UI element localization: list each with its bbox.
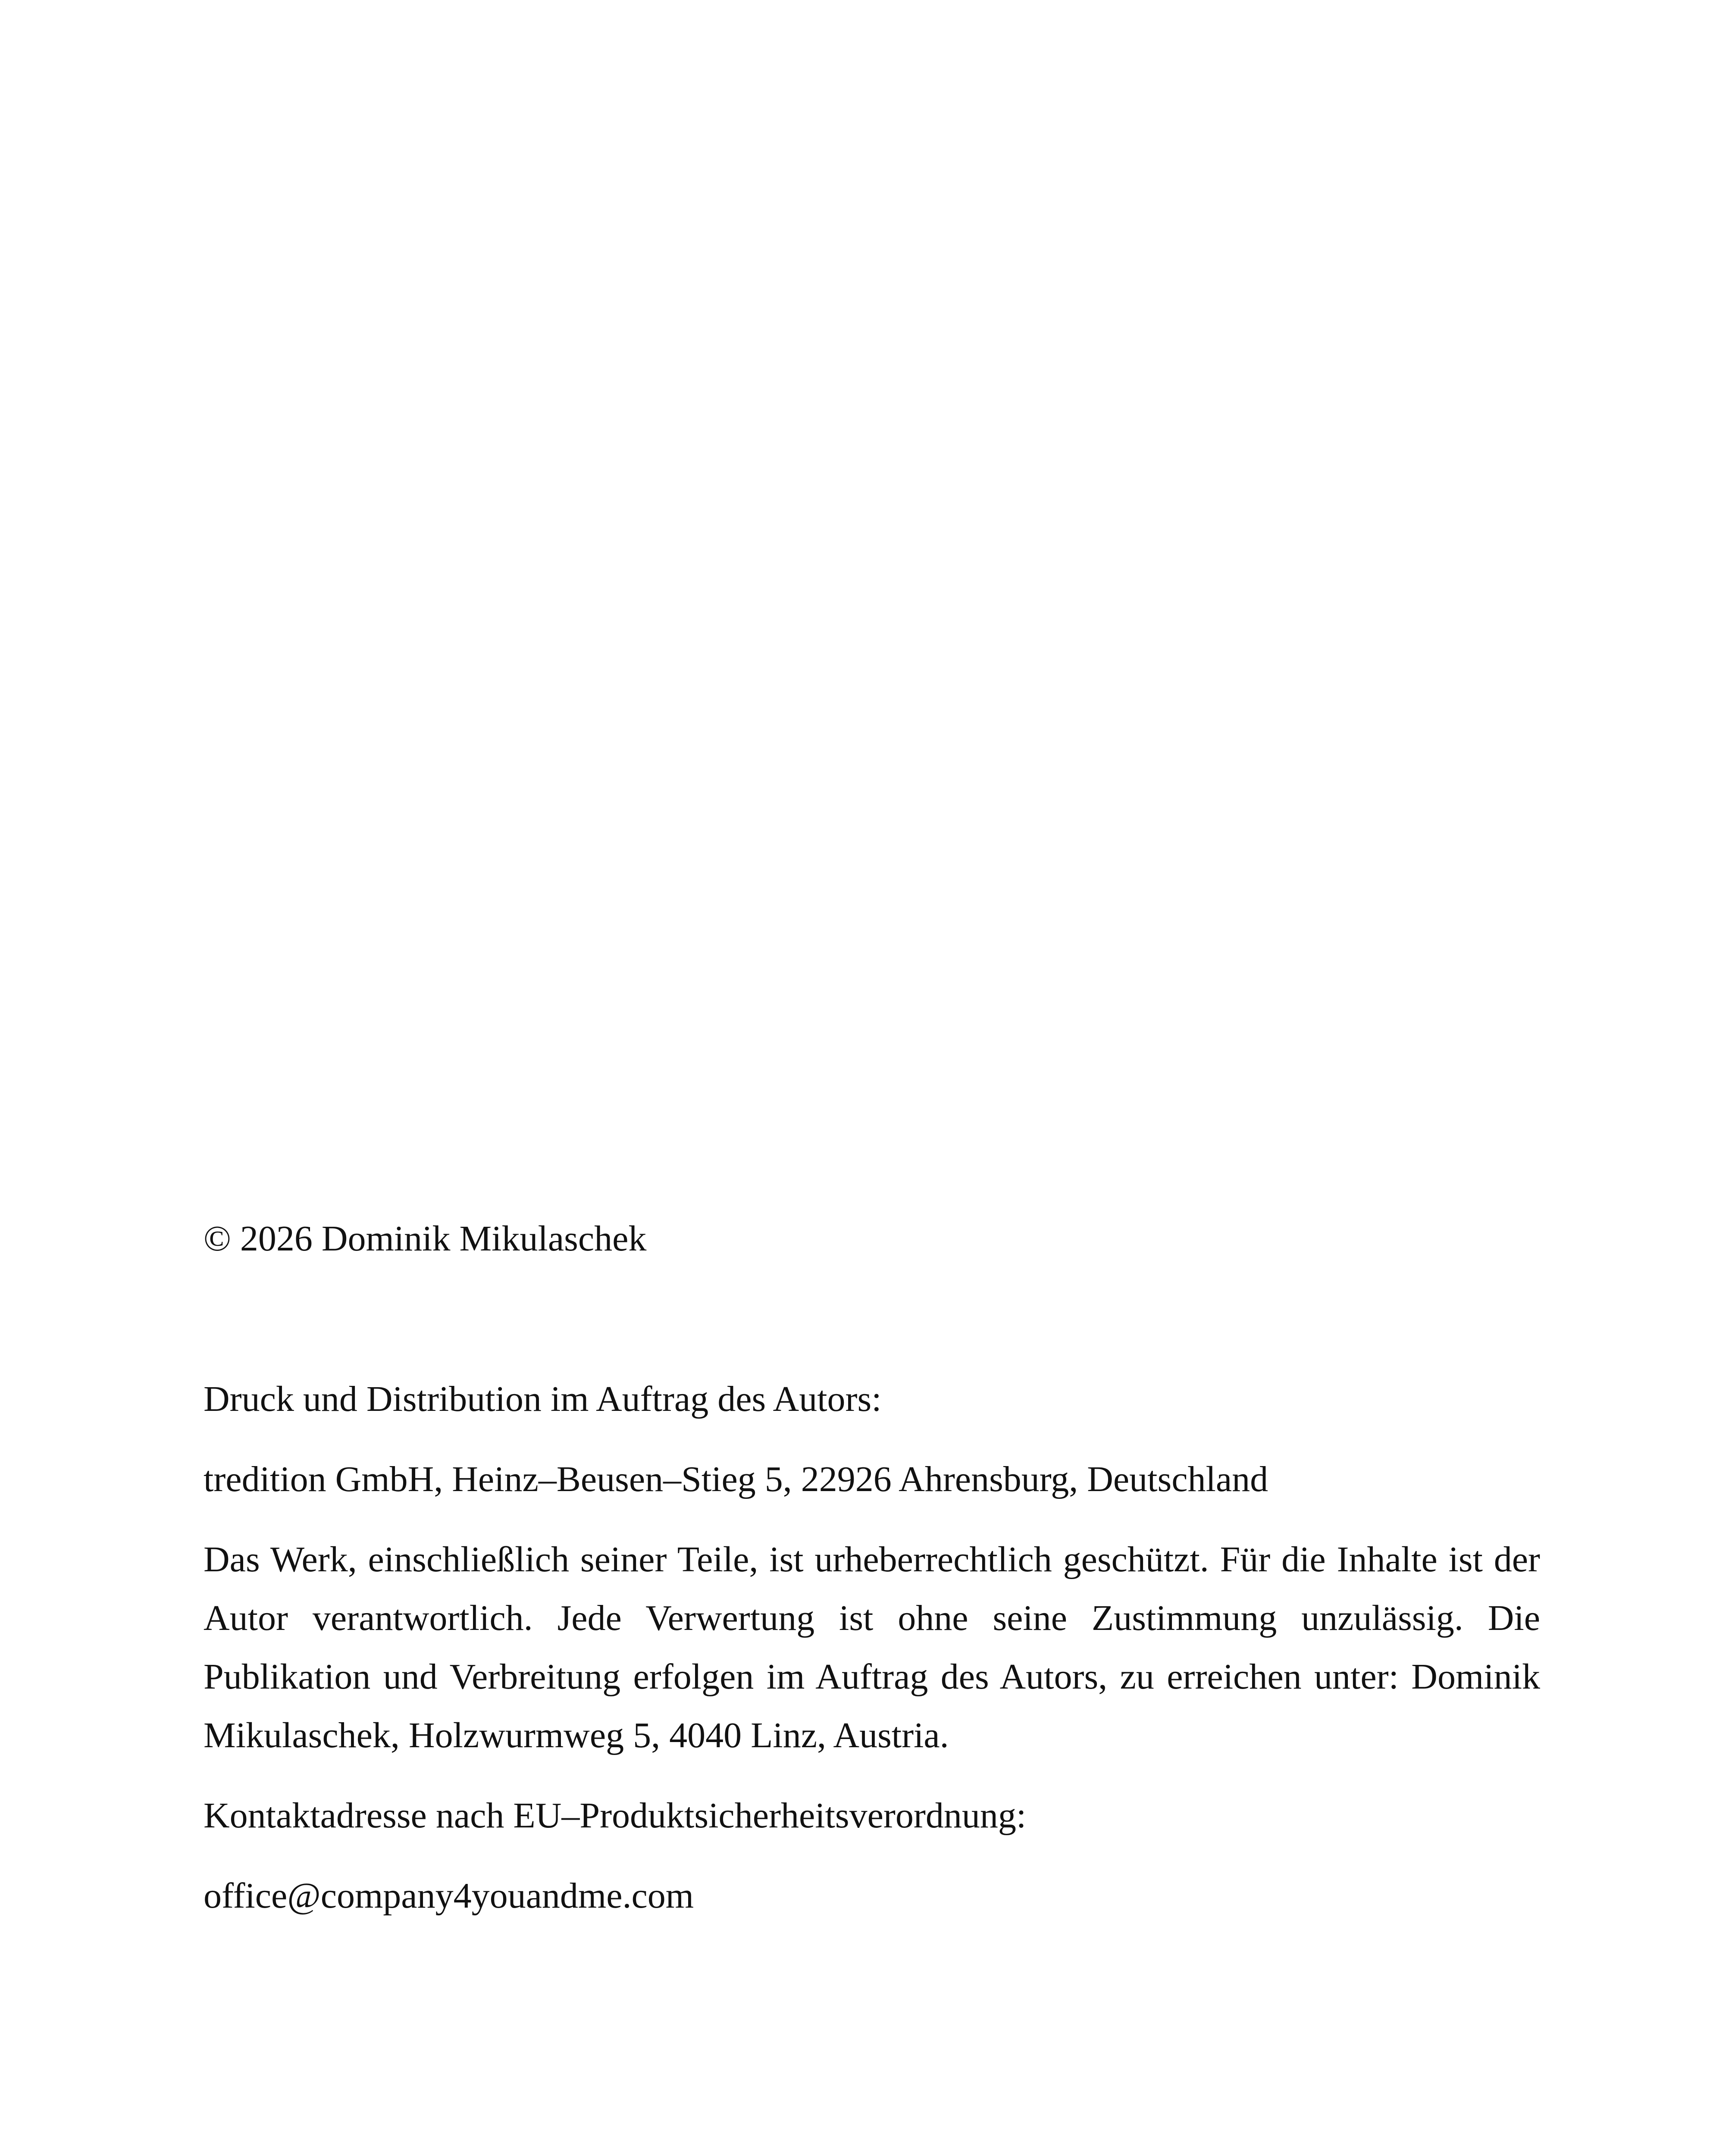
contact-heading: Kontaktadresse nach EU–Produktsicherheitsverordnung: bbox=[204, 1796, 1027, 1836]
spacer bbox=[204, 1268, 1540, 1370]
copyright-notice: Das Werk, einschließlich seiner Teile, ist urheberrechtlich geschützt. Für die Inhalte ist der Autor verantwortlich. Jede Verwertung ist ohne seine Zustimmung unzulässig. Die Publikation und Verbreitung erfolgen im Auftrag des Autors, zu erreichen unter: Dominik Mikulaschek, Holzwurmweg 5, 4040 Linz, Austria. bbox=[204, 1539, 1540, 1755]
distributor-address: tredition GmbH, Heinz–Beusen–Stieg 5, 22926 Ahrensburg, Deutschland bbox=[204, 1459, 1268, 1499]
distribution-heading: Druck und Distribution im Auftrag des Autors: bbox=[204, 1379, 882, 1419]
contact-email: office@company4youandme.com bbox=[204, 1876, 694, 1916]
imprint-block bbox=[204, 1210, 1540, 1947]
copyright-line: © 2026 Dominik Mikulaschek bbox=[204, 1219, 647, 1259]
